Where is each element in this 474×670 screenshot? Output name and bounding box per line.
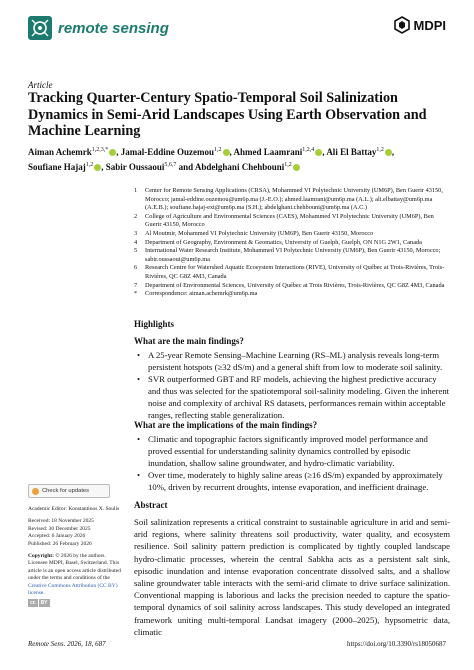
publisher-name: MDPI — [413, 17, 446, 33]
author-affil-sup: 1,2 — [85, 162, 94, 168]
author-name[interactable]: Ahmed Laamrani — [233, 147, 303, 157]
affiliation-item: 1 Center for Remote Sensing Applications (CRSA), Mohammed VI Polytechnic University (UM6P), Ben Guerir 43150, Morocco; jamal-eddine.ouzemou@um6p.ma (J.-E.O.); ahmed.laamrani@um6p.ma (A.L.); ali.elbattay@um6p.ma (A.E.B.); soufiane.hajaj-ext@um6p.ma (S.H.); abdelghani.chehbouni@um6p.ma (A.C.) — [134, 187, 443, 212]
academic-editor: Academic Editor: Konstantinos X. Soulis — [28, 506, 120, 512]
list-item: • Climatic and topographic factors significantly improved model performance and proved essential for understanding salinity dynamics controlled by episodic inundation, shallow saline groundwater, and hydro-climatic variability. — [134, 433, 450, 469]
orcid-icon[interactable] — [385, 149, 392, 156]
remote-sensing-logo-icon — [28, 16, 52, 40]
article-title: Tracking Quarter-Century Spatio-Temporal Soil Salinization Dynamics in Semi-Arid Landscapes Using Earth Observation and Machine Learning — [28, 90, 427, 139]
findings-list — [134, 349, 450, 421]
received-date: Received: 18 November 2025 — [28, 518, 94, 525]
author-affil-sup: 1,2 — [376, 147, 384, 153]
list-item: • A 25-year Remote Sensing–Machine Learning (RS–ML) analysis reveals long-term persistent hotspots (≥32 dS/m) and a general shift from low to moderate soil salinity. — [134, 349, 450, 373]
update-check-icon — [32, 488, 39, 495]
accepted-date: Accepted: 6 January 2026 — [28, 533, 86, 540]
author-affil-sup: 1,2 — [284, 162, 292, 168]
author-affil-sup: 5,6,7 — [164, 162, 177, 168]
by-icon: BY — [40, 600, 48, 607]
cc-by-badge[interactable] — [28, 599, 50, 607]
implications-list — [134, 433, 450, 493]
author-name[interactable]: Abdelghani Chehbouni — [194, 162, 285, 172]
author-list: Aiman Achemrk$^{1,2,3,*}$ , Jamal-Eddine Ouzemou$^{1,2}$ , Ahmed Laamrani$^{1,2,4}$ , Ali El Battay$^{1,2}$ , Soufiane Hajaj$^{1,2}$ , Sabir Oussaoui$^{5,6,7}$ and Abdelghani Chehbouni$^{1,2}$ — [28, 147, 395, 172]
article-info-sidebar — [28, 506, 122, 608]
copyright-notice: Copyright: © 2026 by the authors. Licensee MDPI, Basel, Switzerland. This article is an open access article distributed under the terms and conditions of the Creative Commons Attribution (CC BY) license. — [28, 553, 121, 597]
list-item: • Over time, moderately to highly saline areas (≥16 dS/m) expanded by approximately 10%, driven by recurrent droughts, intense evaporation, and inefficient drainage. — [134, 469, 450, 493]
abstract-heading: Abstract — [134, 500, 168, 510]
affiliation-item: 3 Al Moutmir, Mohammed VI Polytechnic University (UM6P), Ben Guerir 43150, Morocco — [134, 229, 374, 237]
journal-name: remote sensing — [58, 19, 169, 37]
check-updates-label: Check for updates — [42, 488, 90, 494]
citation-footer: Remote Sens. 2026, 18, 687 — [28, 640, 106, 648]
orcid-icon[interactable] — [223, 149, 230, 156]
author-affil-sup: 1,2,3,* — [91, 147, 109, 153]
affiliation-item: 6 Research Centre for Watershed Aquatic Ecosystem Interactions (RIVE), University of Québec at Trois-Rivières, Trois-Rivières, QC G8Z 4M3, Canada — [134, 264, 445, 280]
author-and: and — [178, 162, 194, 172]
revised-date: Revised: 30 December 2025 — [28, 525, 91, 532]
author-name[interactable]: Jamal-Eddine Ouzemou — [120, 147, 215, 157]
orcid-icon[interactable] — [109, 149, 116, 156]
author-affil-sup: 1,2 — [214, 147, 222, 153]
affiliation-item: 7 Department of Environmental Sciences, University of Québec at Trois Rivières, Trois-Rivières, QC G8Z 4M3, Canada — [134, 281, 445, 289]
main-findings-question: What are the main findings? — [134, 336, 244, 346]
orcid-icon[interactable] — [293, 164, 300, 171]
implications-question: What are the implications of the main findings? — [134, 420, 318, 430]
affiliation-item: 2 College of Agriculture and Environmental Sciences (CAES), Mohammed VI Polytechnic University (UM6P), Ben Guerir 43150, Morocco — [134, 212, 434, 229]
license-link[interactable]: Creative Commons Attribution (CC BY) license. — [28, 582, 118, 597]
journal-header — [28, 16, 169, 40]
highlights-heading: Highlights — [134, 319, 175, 329]
list-item: • SVR outperformed GBT and RF models, achieving the highest predictive accuracy and thus was selected for the spatiotemporal soil-salinity modeling. Given the inherent noise and complexity of archival RS datasets, performances remain within acceptable ranges, reflecting stable generalization. — [134, 373, 450, 421]
affiliation-item: 4 Department of Geography, Environment & Geomatics, University of Guelph, Guelph, ON N1G 2W1, Canada — [134, 238, 422, 246]
orcid-icon[interactable] — [315, 149, 322, 156]
published-date: Published: 26 February 2026 — [28, 540, 92, 547]
author-name[interactable]: Sabir Oussaoui — [105, 162, 165, 172]
mdpi-logo-icon — [393, 16, 411, 34]
author-name[interactable]: Ali El Battay — [326, 147, 377, 157]
cc-icon: cc — [30, 600, 36, 607]
author-name[interactable]: Soufiane Hajaj — [28, 162, 86, 172]
author-name[interactable]: Aiman Achemrk — [28, 147, 92, 157]
affiliation-item: 5 International Water Research Institute, Mohammed VI Polytechnic University (UM6P), Ben Guerir 43150, Morocco; sabir.oussaoui@um6p.ma — [134, 247, 441, 263]
abstract-text: Soil salinization represents a critical constraint to sustainable agriculture in arid and semi-arid regions, where salinity threatens soil productivity, water quality, and ecosystem resilience. Soil salinity pattern prediction is complicated by tightly coupled landscape hydro-climatic processes, wherein the central Sabkha acts as a persistent salt sink, episodic inundation and intense evaporation concentrate dissolved salts, and a shallow saline groundwater table interacts with the semi-arid climate to drive surface salinization. Conventional mapping is laborious and lacks the precision needed to capture the spatio-temporal dynamics of soil salinity across landscapes. This study developed an integrated framework uniting multi-temporal Landsat imagery (2000–2025), hypsometric data, climatic — [134, 517, 450, 637]
article-type: Article — [28, 80, 53, 90]
orcid-icon[interactable] — [94, 164, 101, 171]
check-for-updates-button[interactable] — [28, 484, 110, 498]
author-affil-sup: 1,2,4 — [302, 147, 315, 153]
doi-link[interactable]: https://doi.org/10.3390/rs18050687 — [346, 640, 446, 648]
correspondence: * Correspondence: aiman.achemrk@um6p.ma — [134, 290, 258, 298]
publisher-logo — [393, 16, 447, 34]
affiliations — [134, 187, 450, 299]
